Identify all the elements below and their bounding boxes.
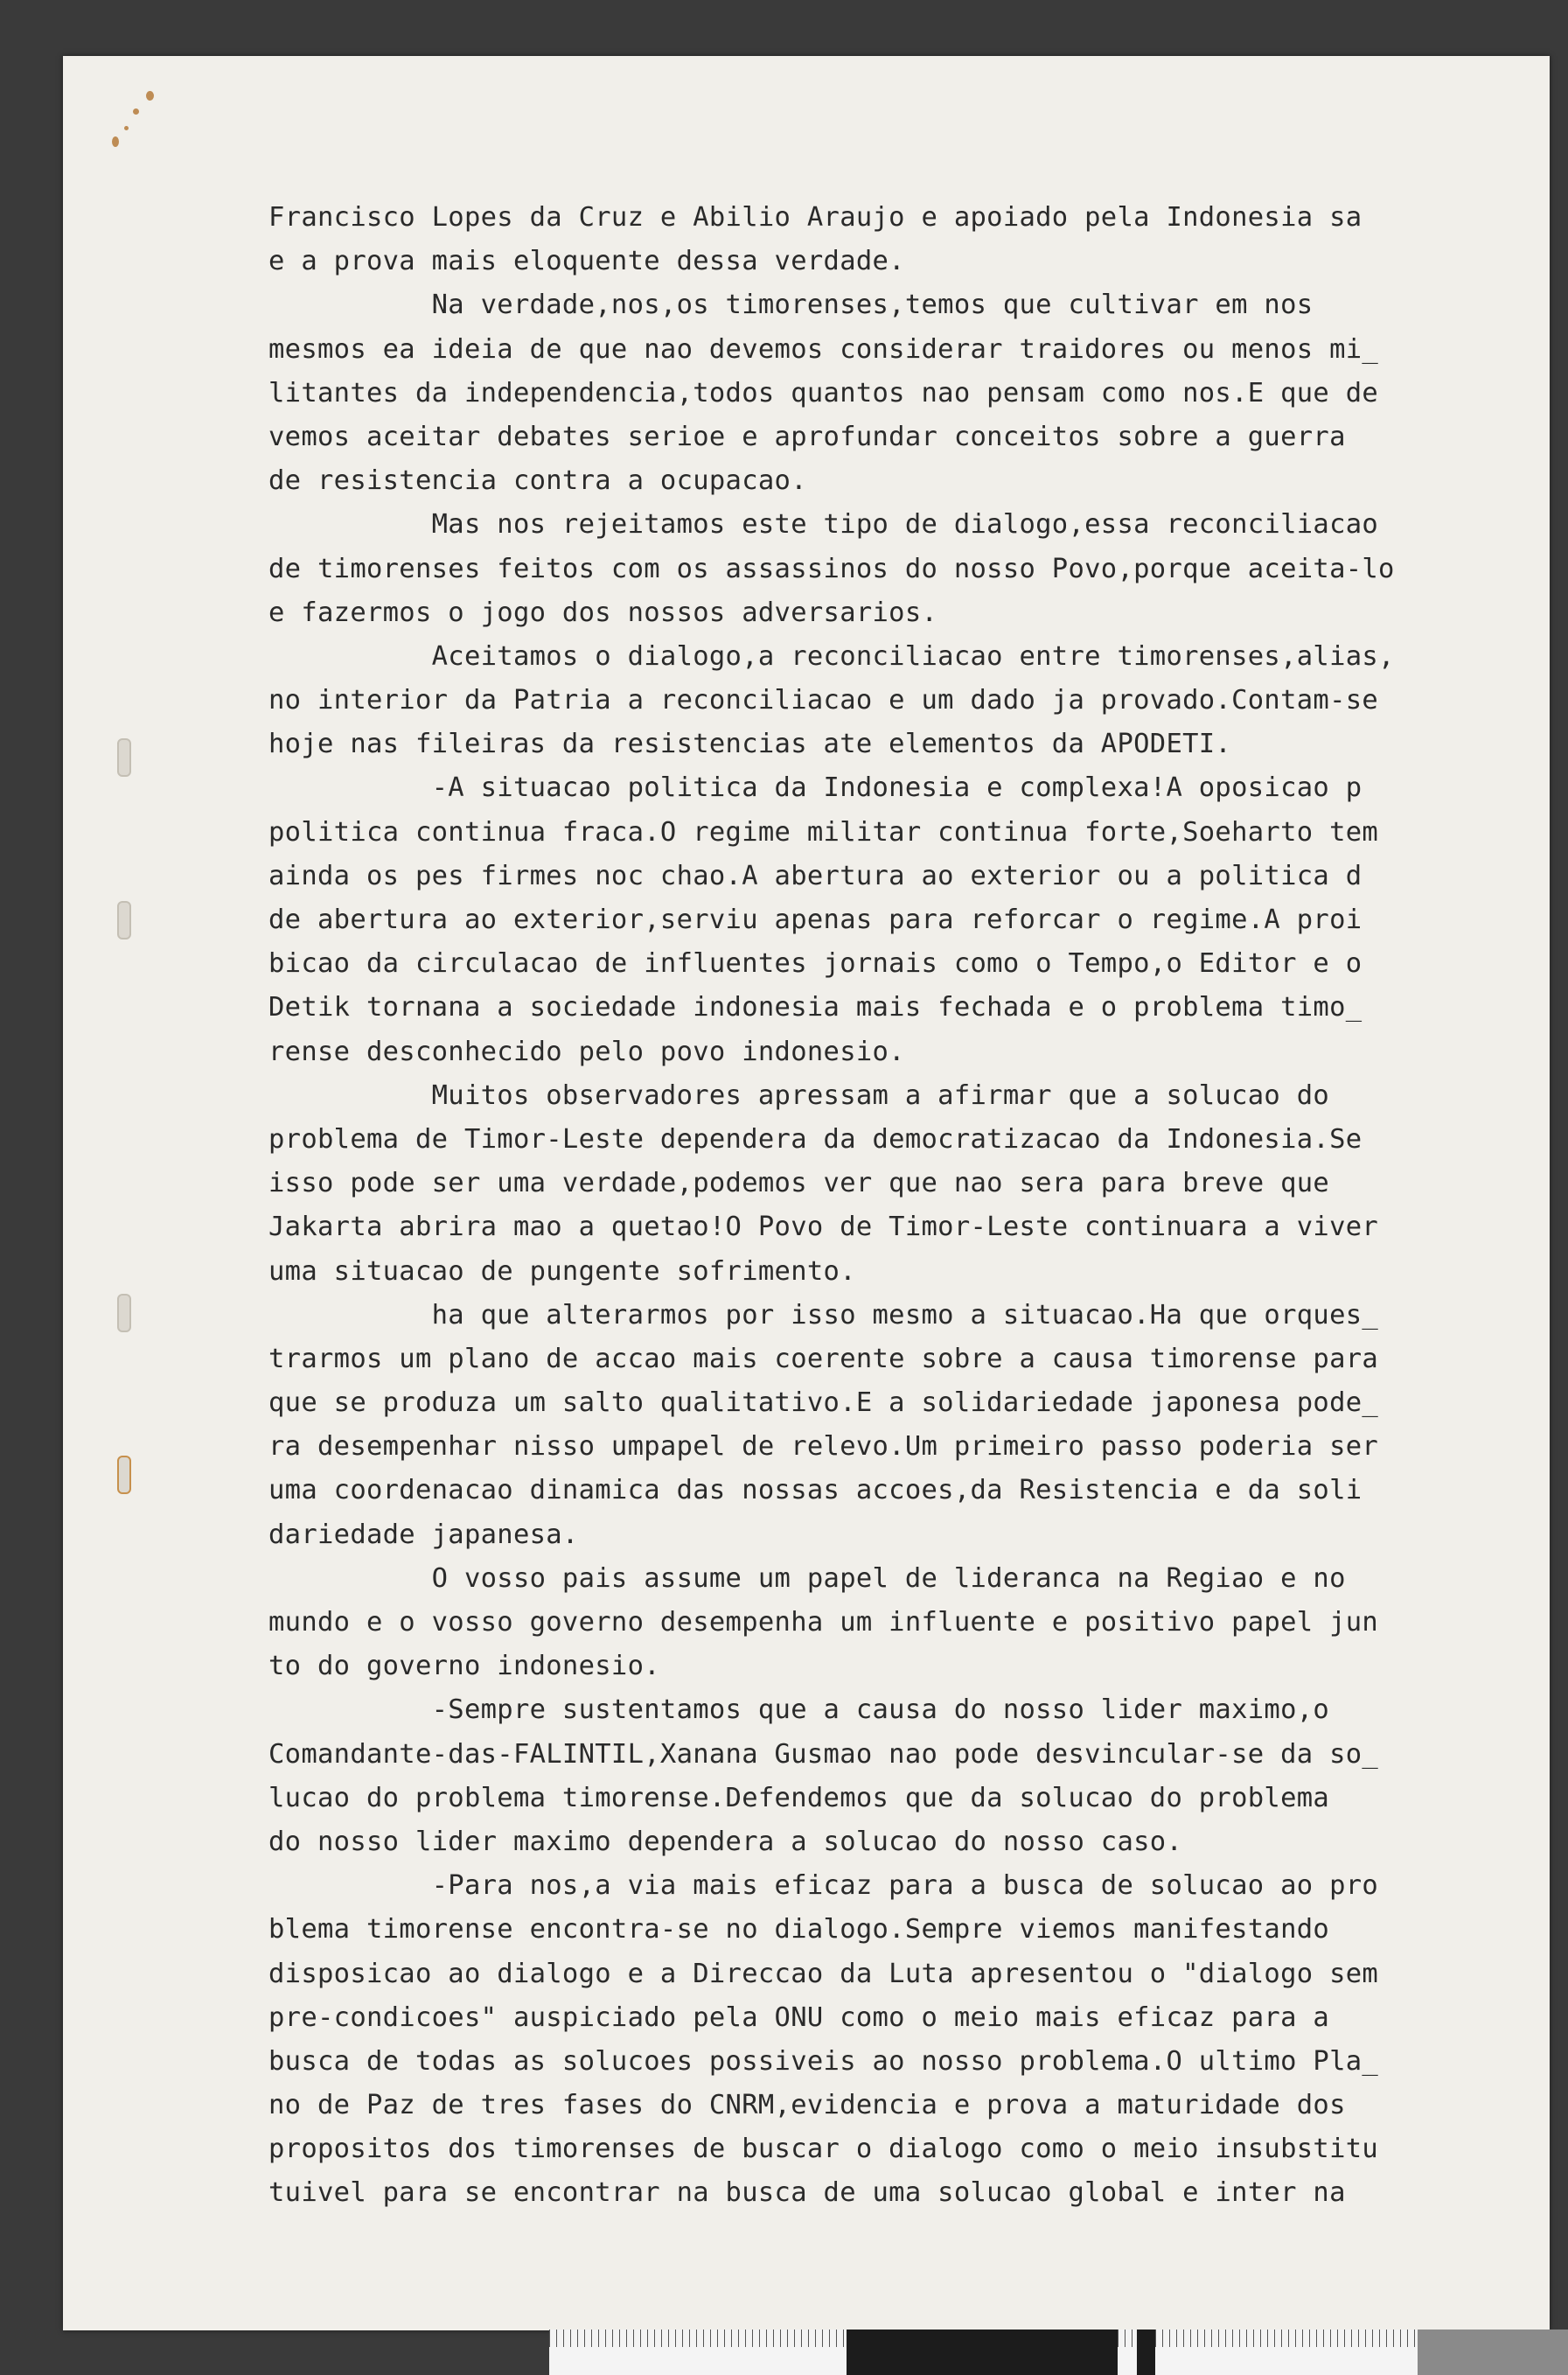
text-line: Mas nos rejeitamos este tipo de dialogo,essa reconciliacao: [268, 509, 1379, 541]
text-line: uma coordenacao dinamica das nossas accoes,da Resistencia e da soli: [268, 1475, 1362, 1506]
text-line: ha que alterarmos por isso mesmo a situacao.Ha que orques_: [268, 1299, 1379, 1331]
text-line: problema de Timor-Leste dependera da democratizacao da Indonesia.Se: [268, 1123, 1362, 1155]
text-line: no interior da Patria a reconciliacao e um dado ja provado.Contam-se: [268, 685, 1379, 716]
text-line: Muitos observadores apressam a afirmar que a solucao do: [268, 1079, 1330, 1111]
text-line: de timorenses feitos com os assassinos do nosso Povo,porque aceita-lo: [268, 553, 1395, 584]
rust-stain: [112, 136, 119, 147]
text-line: -A situacao politica da Indonesia e complexa!A oposicao p: [268, 772, 1362, 804]
text-line: ainda os pes firmes noc chao.A abertura ao exterior ou a politica d: [268, 860, 1362, 891]
text-line: busca de todas as solucoes possiveis ao nosso problema.O ultimo Pla_: [268, 2045, 1379, 2077]
text-line: e fazermos o jogo dos nossos adversarios.: [268, 597, 938, 628]
text-line: tuivel para se encontrar na busca de uma solucao global e inter na: [268, 2177, 1346, 2209]
scale-ruler: [549, 2330, 1568, 2375]
rust-stain: [124, 126, 129, 130]
text-line: de resistencia contra a ocupacao.: [268, 465, 807, 497]
document-page: [63, 56, 1550, 2330]
binder-hole: [117, 901, 131, 940]
text-line: que se produza um salto qualitativo.E a solidariedade japonesa pode_: [268, 1387, 1379, 1419]
text-line: litantes da independencia,todos quantos nao pensam como nos.E que de: [268, 377, 1379, 409]
text-line: disposicao ao dialogo e a Direccao da Luta apresentou o "dialogo sem: [268, 1958, 1379, 1989]
binder-hole: [117, 1456, 131, 1494]
text-line: Aceitamos o dialogo,a reconciliacao entre timorenses,alias,: [268, 640, 1395, 672]
text-line: ra desempenhar nisso umpapel de relevo.Um primeiro passo poderia ser: [268, 1431, 1379, 1463]
rust-stain: [133, 108, 139, 115]
text-line: no de Paz de tres fases do CNRM,evidencia e prova a maturidade dos: [268, 2090, 1346, 2121]
ruler-segment: [1118, 2330, 1137, 2375]
typewritten-text: [268, 196, 1528, 2216]
text-line: Francisco Lopes da Cruz e Abilio Araujo e apoiado pela Indonesia sa: [268, 202, 1362, 233]
text-line: do nosso lider maximo dependera a solucao do nosso caso.: [268, 1826, 1183, 1857]
text-line: Comandante-das-FALINTIL,Xanana Gusmao nao pode desvincular-se da so_: [268, 1738, 1379, 1770]
text-line: vemos aceitar debates serioe e aprofundar conceitos sobre a guerra: [268, 421, 1346, 452]
text-line: -Para nos,a via mais eficaz para a busca de solucao ao pro: [268, 1870, 1379, 1902]
text-line: uma situacao de pungente sofrimento.: [268, 1255, 856, 1287]
text-line: hoje nas fileiras da resistencias ate elementos da APODETI.: [268, 729, 1232, 760]
binder-hole: [117, 738, 131, 777]
rust-stain: [146, 91, 154, 101]
text-line: to do governo indonesio.: [268, 1651, 660, 1682]
text-line: rense desconhecido pelo povo indonesio.: [268, 1036, 905, 1067]
text-line: mesmos ea ideia de que nao devemos considerar traidores ou menos mi_: [268, 333, 1379, 365]
text-line: O vosso pais assume um papel de lideranca na Regiao e no: [268, 1562, 1346, 1594]
text-line: politica continua fraca.O regime militar continua forte,Soeharto tem: [268, 816, 1379, 848]
ruler-segment: [1155, 2330, 1418, 2375]
ruler-segment: [1418, 2330, 1568, 2375]
ruler-segment: [549, 2330, 847, 2375]
text-line: -Sempre sustentamos que a causa do nosso lider maximo,o: [268, 1694, 1330, 1726]
text-line: lucao do problema timorense.Defendemos que da solucao do problema: [268, 1782, 1330, 1813]
binder-hole: [117, 1294, 131, 1332]
text-line: Detik tornana a sociedade indonesia mais fechada e o problema timo_: [268, 992, 1362, 1023]
text-line: de abertura ao exterior,serviu apenas para reforcar o regime.A proi: [268, 905, 1362, 935]
text-line: e a prova mais eloquente dessa verdade.: [268, 246, 905, 277]
text-line: Na verdade,nos,os timorenses,temos que cultivar em nos: [268, 290, 1314, 321]
text-line: pre-condicoes" auspiciado pela ONU como o meio mais eficaz para a: [268, 2001, 1330, 2033]
text-line: blema timorense encontra-se no dialogo.Sempre viemos manifestando: [268, 1914, 1330, 1945]
text-line: mundo e o vosso governo desempenha um influente e positivo papel jun: [268, 1607, 1379, 1638]
text-line: propositos dos timorenses de buscar o dialogo como o meio insubstitu: [268, 2134, 1379, 2165]
ruler-segment: [847, 2330, 1118, 2375]
text-line: isso pode ser uma verdade,podemos ver que nao sera para breve que: [268, 1168, 1330, 1199]
text-line: Jakarta abrira mao a quetao!O Povo de Timor-Leste continuara a viver: [268, 1212, 1379, 1243]
text-line: dariedade japanesa.: [268, 1519, 579, 1550]
text-line: bicao da circulacao de influentes jornais como o Tempo,o Editor e o: [268, 948, 1362, 980]
ruler-segment: [1137, 2330, 1155, 2375]
text-line: trarmos um plano de accao mais coerente sobre a causa timorense para: [268, 1343, 1379, 1374]
